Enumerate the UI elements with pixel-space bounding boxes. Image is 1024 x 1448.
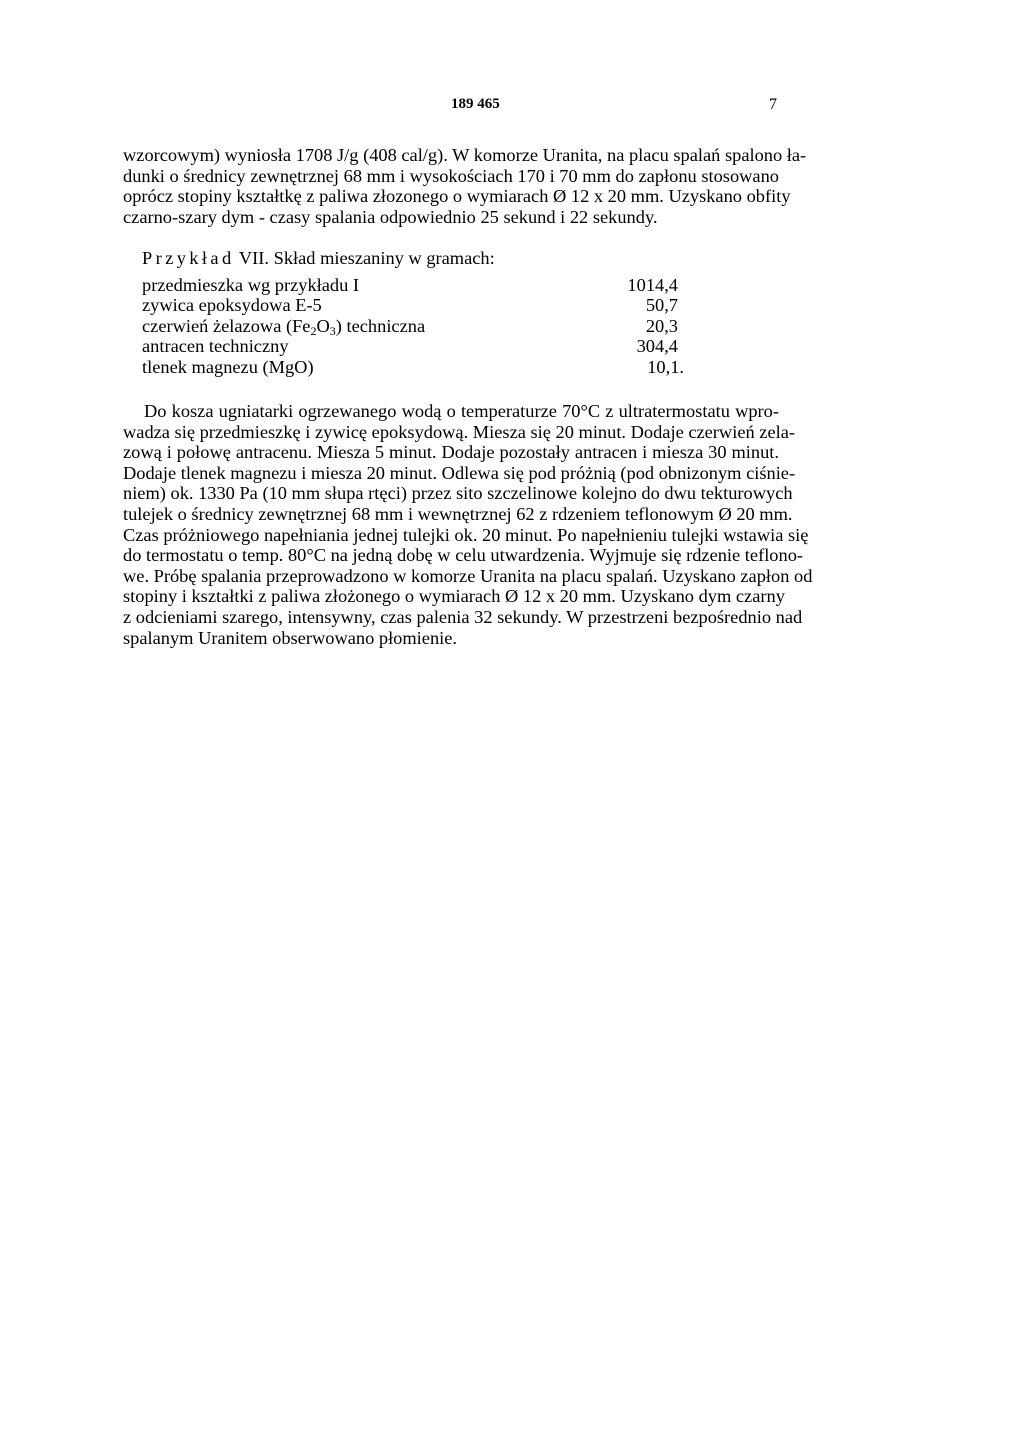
page-number: 7 — [769, 96, 777, 113]
example-label: Przykład — [142, 248, 235, 268]
ingredient-row — [142, 336, 732, 356]
example-number: VII. — [238, 248, 269, 268]
ingredient-name-mid: O — [316, 315, 330, 336]
text-line: we. Próbę spalania przeprowadzono w komorze Uranita na placu spalań. Uzyskano zapłon od — [123, 565, 813, 586]
ingredient-name-suffix: ) techniczna — [335, 315, 426, 336]
text-line: dunki o średnicy zewnętrznej 68 mm i wysokościach 170 i 70 mm do zapłonu stosowano — [123, 165, 779, 186]
text-line: spalanym Uranitem obserwowano płomienie. — [123, 627, 458, 648]
ingredient-row — [142, 357, 732, 377]
text-line: niem) ok. 1330 Pa (10 mm słupa rtęci) przez sito szczelinowe kolejno do dwu tekturowych — [123, 483, 793, 504]
paragraph-continuation — [123, 145, 807, 227]
text-line: Dodaje tlenek magnezu i miesza 20 minut. Odlewa się pod próżnią (pod obnizonym ciśnie- — [123, 462, 796, 483]
text-line: wadza się przedmieszkę i zywicę epoksydową. Miesza się 20 minut. Dodaje czerwień zela- — [123, 421, 796, 442]
text-line: do termostatu o temp. 80°C na jedną dobę w celu utwardzenia. Wyjmuje się rdzenie teflono- — [123, 545, 804, 566]
ingredient-row — [142, 275, 732, 295]
text-line: tulejek o średnicy zewnętrznej 68 mm i wewnętrznej 62 z rdzeniem teflonowym Ø 20 mm. — [123, 503, 793, 524]
ingredient-name: przedmieszka wg przykładu I — [142, 275, 360, 295]
example-intro: Skład mieszaniny w gramach: — [273, 248, 495, 268]
ingredient-name — [142, 316, 425, 336]
ingredient-row — [142, 295, 732, 315]
ingredient-name: tlenek magnezu (MgO) — [142, 356, 314, 377]
ingredient-row — [142, 316, 732, 336]
ingredient-amount: 50,7 — [645, 295, 678, 316]
ingredient-amount: 304,4 — [636, 336, 678, 357]
text-line: stopiny i kształtki z paliwa złożonego o wymiarach Ø 12 x 20 mm. Uzyskano dym czarny — [123, 586, 785, 607]
text-line: czarno-szary dym - czasy spalania odpowiednio 25 sekund i 22 sekundy. — [123, 206, 658, 227]
text-line: Do kosza ugniatarki ogrzewanego wodą o temperaturze 70°C z ultratermostatu wpro- — [144, 401, 779, 421]
text-line: z odcieniami szarego, intensywny, czas palenia 32 sekundy. W przestrzeni bezpośrednio nad — [123, 606, 803, 627]
example-heading — [142, 248, 495, 269]
text-line: Czas próżniowego napełniania jednej tulejki ok. 20 minut. Po napełnieniu tulejki wstawia się — [123, 524, 809, 545]
text-line: wzorcowym) wyniosła 1708 J/g (408 cal/g). W komorze Uranita, na placu spalań spalono ła- — [123, 145, 807, 165]
ingredient-name: zywica epoksydowa E-5 — [142, 295, 322, 316]
ingredient-amount: 20,3 — [645, 315, 678, 336]
page-header — [0, 96, 1024, 118]
document-number: 189 465 — [451, 96, 500, 112]
subscript: 2 — [310, 323, 317, 338]
ingredient-name: antracen techniczny — [142, 336, 289, 357]
ingredient-amount: 1014,4 — [627, 275, 678, 295]
ingredient-amount: 10,1. — [647, 356, 684, 377]
ingredient-list — [142, 275, 732, 377]
text-line: zową i połowę antracenu. Miesza 5 minut. Dodaje pozostały antracen i miesza 30 minut. — [123, 442, 779, 463]
subscript: 3 — [329, 323, 336, 338]
ingredient-name-prefix: czerwień żelazowa (Fe — [142, 315, 311, 336]
text-line: oprócz stopiny kształtkę z paliwa złozonego o wymiarach Ø 12 x 20 mm. Uzyskano obfity — [123, 186, 791, 207]
procedure-paragraph — [123, 401, 813, 648]
